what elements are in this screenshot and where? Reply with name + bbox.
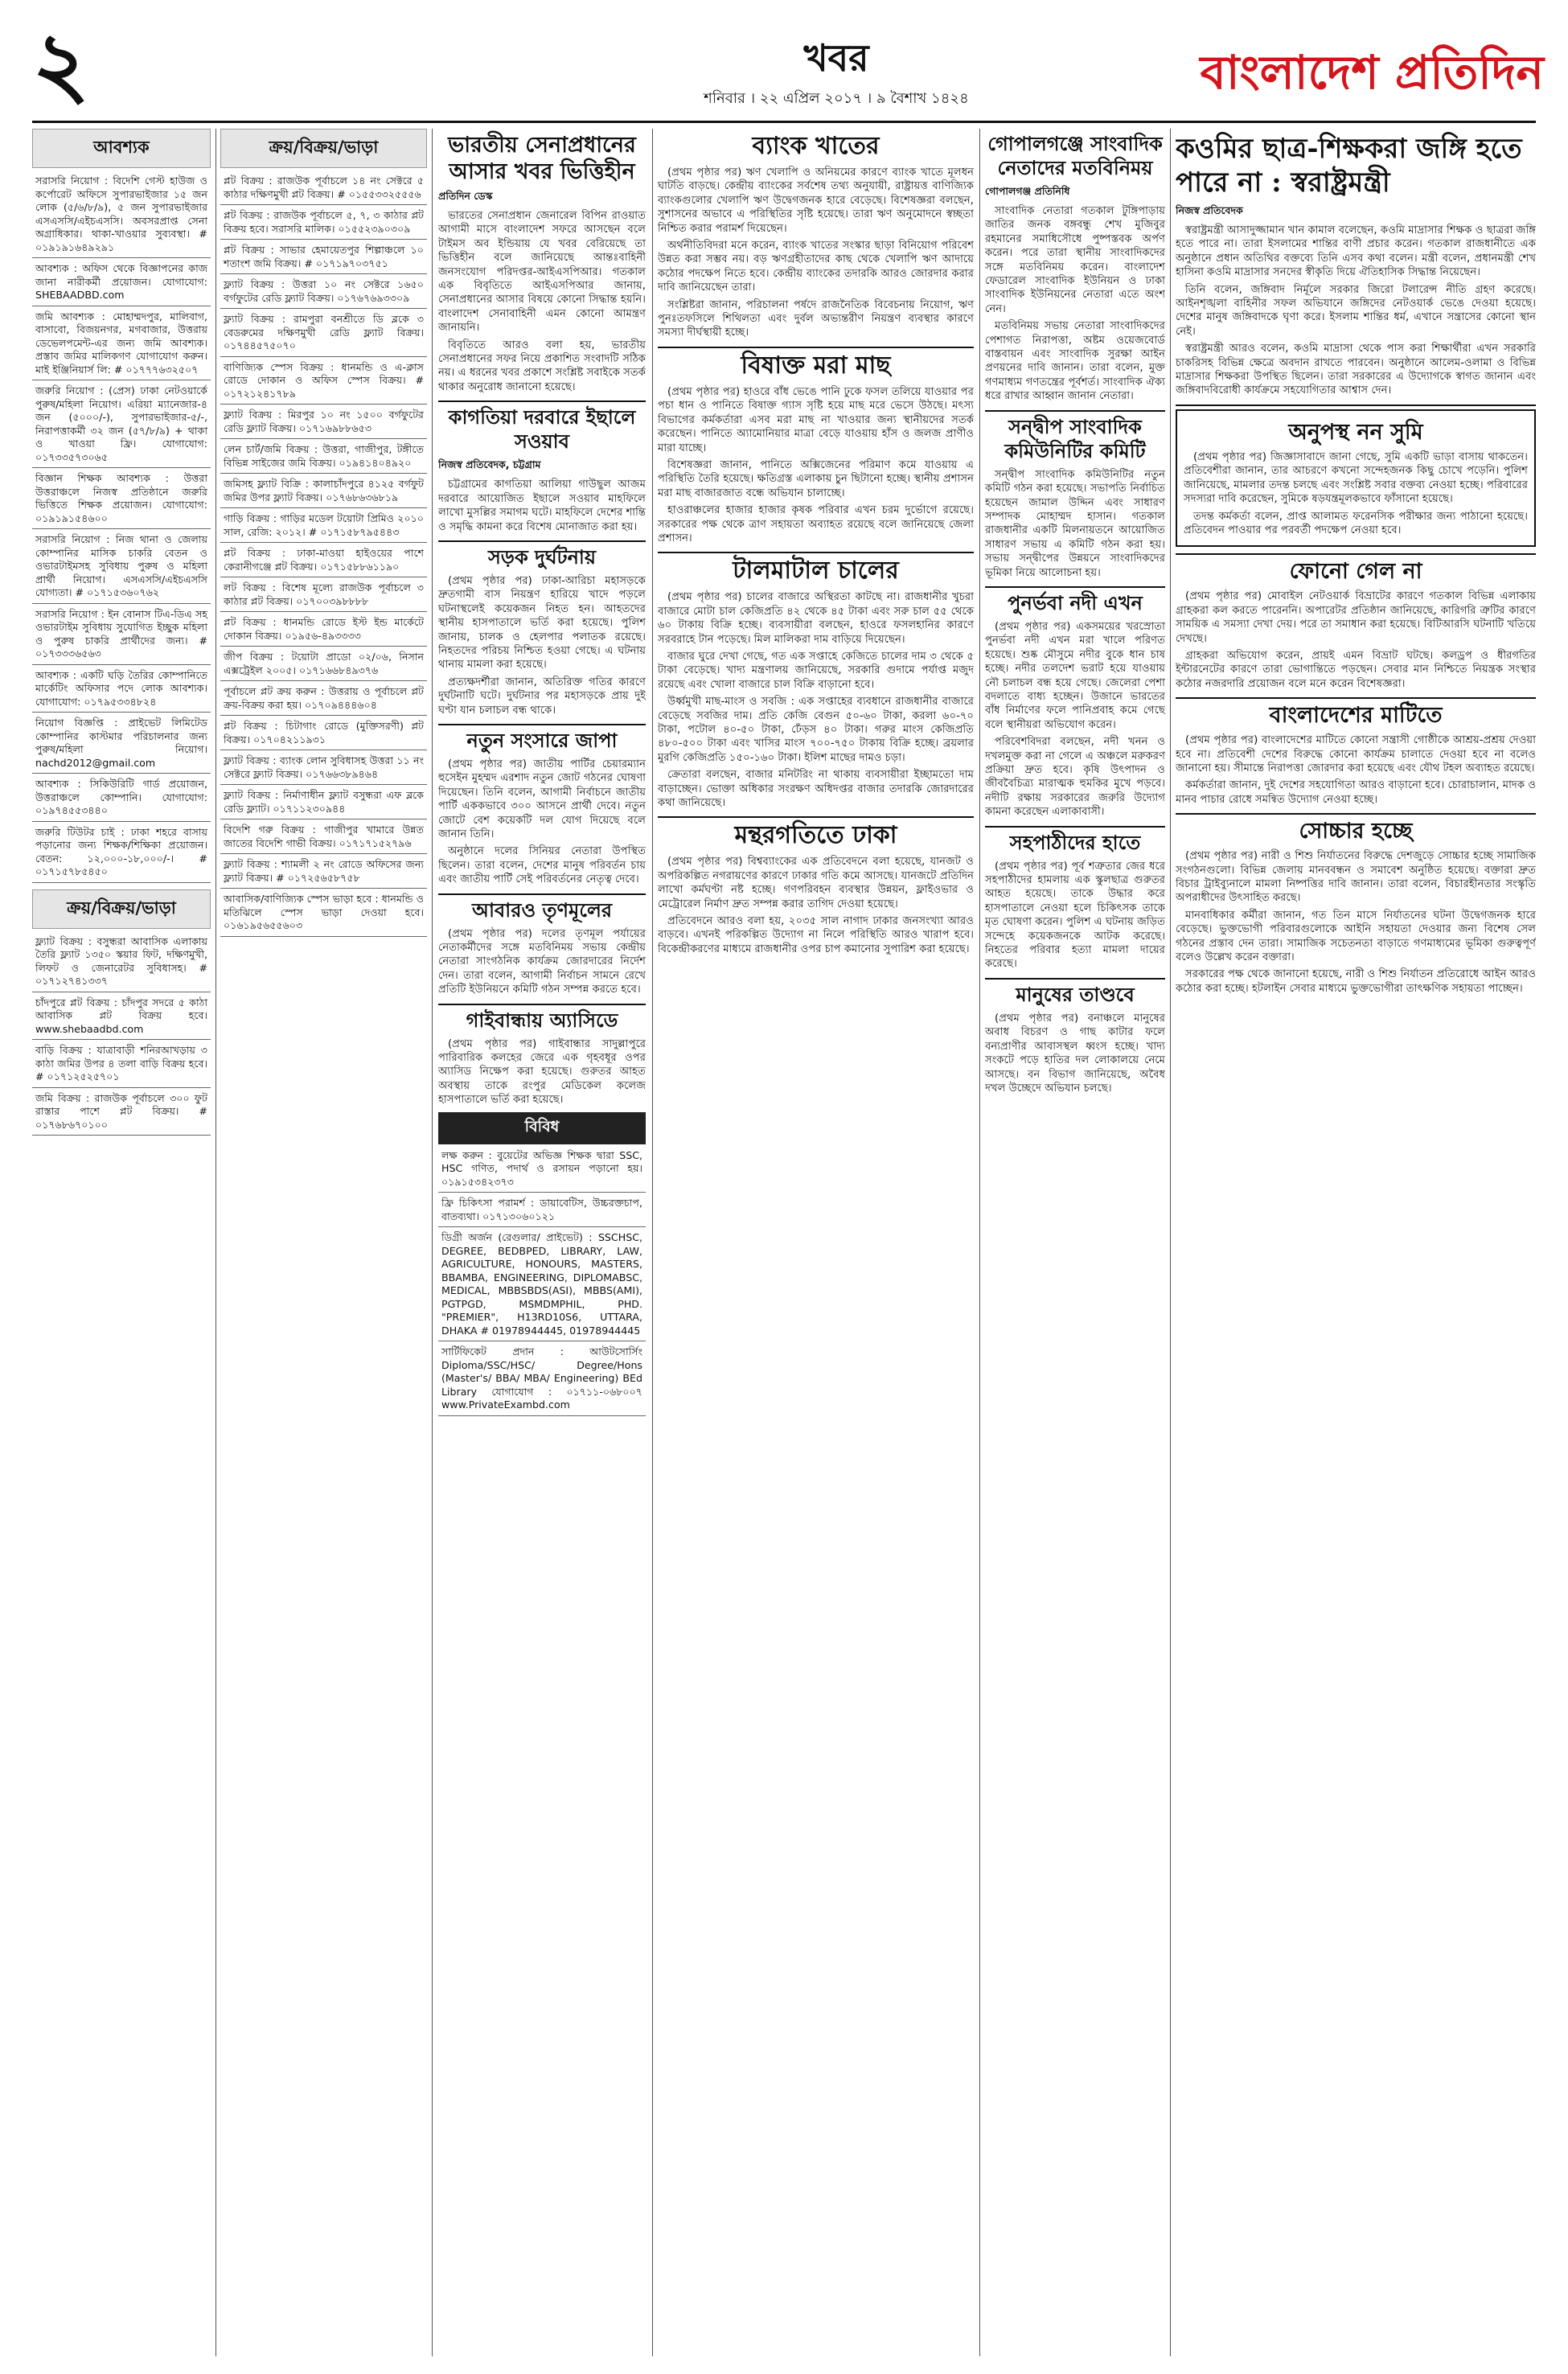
classified-ad: জমিসহ ফ্ল্যাট বিক্রি : কালাচাঁদপুরে ৪১২৫ বর্গফুট জমির উপর ফ্ল্যাট বিক্রয়। ০১৭৬৮৬৩৬৮১৯ xyxy=(220,476,427,508)
classified-ad: জমি আবশ্যক : মোহাম্মদপুর, মালিবাগ, বাসাবো, বিজয়নগর, মগবাজার, উত্তরায় ডেভেলপমেন্ট-এর জন্য জমি আবশ্যক। প্রস্তাব জমির মালিকগণ যোগাযোগ করুন। মাই ইঞ্জিনিয়ার্স লি: # ০১৭৭৭৬৩২৫০৭ xyxy=(32,309,211,381)
column-divider xyxy=(432,129,433,2356)
story-paragraph: (প্রথম পৃষ্ঠার পর) পূর্ব শত্রুতার জের ধরে সহপাঠীদের হামলায় এক স্কুলছাত্র গুরুতর আহত হয়েছে। তাকে উদ্ধার করে হাসপাতালে নেওয়া হলে চিকিৎসক তাকে মৃত ঘোষণা করেন। পুলিশ এ ঘটনায় জড়িত সন্দেহে কয়েকজনকে আটক করেছে। নিহতের পরিবার হত্যা মামলা দায়ের করেছে। xyxy=(985,860,1165,971)
story-paragraph: (প্রথম পৃষ্ঠার পর) বনাঞ্চলে মানুষের অবাধ বিচরণ ও গাছ কাটার ফলে বন্যপ্রাণীর আবাসস্থল ধ্বংস হচ্ছে। খাদ্য সংকটে পড়ে হাতির দল লোকালয়ে নেমে আসছে। বন বিভাগ জানিয়েছে, অবৈধ দখল উচ্ছেদে অভিযান চলছে। xyxy=(985,1012,1165,1095)
classified-ad: প্লট বিক্রয় : ধানমন্ডি রোডে ইস্ট ইন্ড মার্কেটে দোকান বিক্রয়। ০১৯৫৬-৪৯৩৩৩৩ xyxy=(220,614,427,647)
classified-ad: লট বিক্রয় : বিশেষ মূল্যে রাজউক পূর্বাচলে ৩ কাঠার প্লট বিক্রয়। ০১৭০০৩৯৮৮৮৮ xyxy=(220,580,427,612)
masthead-rule xyxy=(32,121,1536,123)
headline: সন্দ্বীপ সাংবাদিক কমিউনিটির কমিটি xyxy=(1004,414,1146,462)
classified-ad: ফ্ল্যাট বিক্রয় : শ্যামলী ২ নং রোডে অফিসের জন্য ফ্ল্যাট বিক্রয়। # ০১৭২৫৬৫৮৭৫৮ xyxy=(220,856,427,889)
headline: ফোনো গেল না xyxy=(1289,559,1422,585)
page-number: ২ xyxy=(32,12,90,116)
story-body xyxy=(658,855,974,956)
story-paragraph: অর্থনীতিবিদরা মনে করেন, ব্যাংক খাতের সংস্কার ছাড়া বিনিয়োগ পরিবেশ উন্নত করা সম্ভব নয়। বড় ঋণগ্রহীতাদের কাছ থেকে খেলাপি ঋণ আদায়ে কঠোর পদক্ষেপ নিতে হবে। কেন্দ্রীয় ব্যাংকের তদারকি আরও জোরদার করার দাবি জানিয়েছেন তারা। xyxy=(658,240,974,294)
classified-ad: প্লট বিক্রয় : রাজউক পূর্বাচলে ১৪ নং সেক্টরে ৫ কাঠার দক্ষিণমুখী প্লট বিক্রয়। # ০১৫৫৩৩২৫৫৫৬ xyxy=(220,173,427,205)
column-divider xyxy=(215,129,216,2356)
story-body xyxy=(658,166,974,340)
headline: নতুন সংসারে জাপা xyxy=(466,728,618,752)
classified-ad: আবশ্যক : সিকিউরিটি গার্ড প্রয়োজন, উত্তরাঞ্চলে কোম্পানি। যোগাযোগ: ০১৯৭৪৫৫৩৪৪০ xyxy=(32,776,211,822)
story-paragraph: (প্রথম পৃষ্ঠার পর) দলের তৃণমূল পর্যায়ের নেতাকর্মীদের সঙ্গে মতবিনিময় সভায় কেন্দ্রীয় নেতারা সাংগঠনিক কার্যক্রম জোরদারের নির্দেশ দেন। তারা বলেন, আগামী নির্বাচন সামনে রেখে প্রতিটি ইউনিয়নে কমিটি গঠন সম্পন্ন করতে হবে। xyxy=(438,927,646,996)
classified-ad: ফ্ল্যাট বিক্রয় : বসুন্ধরা আবাসিক এলাকায় তৈরি ফ্ল্যাট ১৩৫০ স্কয়ার ফিট, দক্ষিণমুখী, লিফট ও জেনারেটর সুবিধাসহ। # ০১৭১২৭৪১৩৩৭ xyxy=(32,934,211,992)
story-paragraph: প্রত্যক্ষদর্শীরা জানান, অতিরিক্ত গতির কারণে দুর্ঘটনাটি ঘটে। দুর্ঘটনার পর মহাসড়কে প্রায় দুই ঘণ্টা যান চলাচল বন্ধ থাকে। xyxy=(438,676,646,717)
classified-ad: জরুরি টিউটর চাই : ঢাকা শহরে বাসায় পড়ানোর জন্য শিক্ষক/শিক্ষিকা প্রয়োজন। বেতন: ১২,০০০-১৮,০০০/-। # ০১৭১৫৭৮৫৪৫০ xyxy=(32,824,211,883)
boxed-story xyxy=(1176,409,1536,547)
byline: নিজস্ব প্রতিবেদক, চট্টগ্রাম xyxy=(438,458,541,471)
headline: টালমাটাল চালের xyxy=(733,557,899,585)
story-body xyxy=(658,590,974,810)
story-paragraph: অনুষ্ঠানে দলের সিনিয়র নেতারা উপস্থিত ছিলেন। তারা বলেন, দেশের মানুষ পরিবর্তন চায় এবং জাতীয় পার্টি সেই পরিবর্তনের নেতৃত্ব দেবে। xyxy=(438,845,646,886)
story-paragraph: হাওরাঞ্চলের হাজার হাজার কৃষক পরিবার এখন চরম দুর্ভোগে রয়েছে। সরকারের পক্ষ থেকে ত্রাণ সহায়তা অব্যাহত রয়েছে বলে জানিয়েছে জেলা প্রশাসন। xyxy=(658,504,974,544)
story-paragraph: (প্রথম পৃষ্ঠার পর) গাইবান্ধার সাদুল্লাপুরে পারিবারিক কলহের জেরে এক গৃহবধূর ওপর অ্যাসিড নিক্ষেপ করা হয়েছে। গুরুতর আহত অবস্থায় তাকে রংপুর মেডিকেল কলেজ হাসপাতালে ভর্তি করা হয়েছে। xyxy=(438,1037,646,1107)
column-divider xyxy=(652,129,653,2356)
classified-ad: জীপ বিক্রয় : টয়োটা প্রাডো ০২/০৬, নিসান এক্সট্রেইল ২০০৫। ০১৭১৬৬৮৪৯৩৭৬ xyxy=(220,649,427,681)
headline: মন্থরগতিতে ঢাকা xyxy=(734,821,897,850)
story-paragraph: উর্ধ্বমুখী মাছ-মাংস ও সবজি : এক সপ্তাহের ব্যবধানে রাজধানীর বাজারে বেড়েছে সবজির দাম। প্রতি কেজি বেগুন ৫০-৬০ টাকা, করলা ৬০-৭০ টাকা, পটোল ৪০-৫০ টাকা, ঢেঁড়স ৪০ টাকা। গরুর মাংস কেজিপ্রতি ৪৮০-৫০০ টাকা এবং খাসির মাংস ৭০০-৭৫০ টাকায় বিক্রি হচ্ছে। ব্রয়লার মুরগি কেজিপ্রতি ১৫০-১৬০ টাকা। ইলিশ মাছের দামও চড়া। xyxy=(658,696,974,764)
classified-ad: ফ্ল্যাট বিক্রয় : রামপুরা বনশ্রীতে ডি ব্লকে ৩ বেডরুমের দক্ষিণমুখী রেডি ফ্ল্যাট বিক্রয়। ০১৭৪৪৫৭৫০৭০ xyxy=(220,311,427,357)
classified-ad: বাণিজ্যিক স্পেস বিক্রয় : ধানমন্ডি ও এ-ক্লাস রোডে দোকান ও অফিস স্পেস বিক্রয়। # ০১৭২১২৪১৭৮৯ xyxy=(220,359,427,405)
story-paragraph: (প্রথম পৃষ্ঠার পর) জাতীয় পার্টির চেয়ারম্যান হুসেইন মুহম্মদ এরশাদ নতুন জোট গঠনের ঘোষণা দিয়েছেন। তিনি বলেন, আগামী নির্বাচনে জাতীয় পার্টি এককভাবে ৩০০ আসনে প্রার্থী দেবে। নতুন জোটে বেশ কয়েকটি দল যোগ দিয়েছে বলে জানান তিনি। xyxy=(438,758,646,840)
story-body xyxy=(438,1037,646,1107)
lead-headline: কওমির ছাত্র-শিক্ষকরা জঙ্গি হতে পারে না : স্বরাষ্ট্রমন্ত্রী xyxy=(1176,133,1522,199)
headline: ভারতীয় সেনাপ্রধানের আসার খবর ভিত্তিহীন xyxy=(448,133,636,184)
story-paragraph: চট্টগ্রামের কাগতিয়া আলিয়া গাউছুল আজম দরবারে আয়োজিত ইছালে সওয়াব মাহফিলে লাখো মুসল্লির সমাগম ঘটে। মাহফিলে দেশের শান্তি ও সমৃদ্ধি কামনা করে বিশেষ মোনাজাত করা হয়। xyxy=(438,478,646,533)
story-paragraph: মতবিনিময় সভায় নেতারা সাংবাদিকদের পেশাগত নিরাপত্তা, অষ্টম ওয়েজবোর্ড বাস্তবায়ন এবং সাংবাদিক সুরক্ষা আইন প্রণয়নের দাবি জানান। তারা বলেন, মুক্ত গণমাধ্যম গণতন্ত্রের পূর্বশর্ত। সাংবাদিক ঐক্য ধরে রাখার আহ্বান জানান নেতারা। xyxy=(985,320,1165,403)
classified-ad: ফ্ল্যাট বিক্রয় : নির্মাণাধীন ফ্ল্যাট বসুন্ধরা এফ ব্লকে রেডি ফ্ল্যাট। ০১৭১১২৩০৯৪৪ xyxy=(220,787,427,819)
classified-ad: ফ্রি চিকিৎসা পরামর্শ : ডায়াবেটিস, উচ্চরক্তচাপ, বাতব্যথা। ০১৭১৩০৬০১২১ xyxy=(438,1195,646,1227)
classified-ad: ডিগ্রী অর্জন (রেগুলার/ প্রাইভেট) : SSCHSC, DEGREE, BEDBPED, LIBRARY, LAW, AGRICULTURE, HONOURS, MASTERS, BBAMBA, ENGINEERING, DIPLOMABSC, MEDICAL, MBBSBDS(ASI), MBBS(AMI), PGTPGD, MSMDMPHIL, PHD. "PREMIER", H13RD10S6, UTTARA, DHAKA # 01978944445, 01978944445 xyxy=(438,1230,646,1341)
classified-ad: লক্ষ করুন : বুয়েটের অভিজ্ঞ শিক্ষক দ্বারা SSC, HSC গণিত, পদার্থ ও রসায়ন পড়ানো হয়। ০১৯১৫৩৪২৩৭৩ xyxy=(438,1148,646,1193)
byline: গোপালগঞ্জ প্রতিনিধি xyxy=(985,185,1070,197)
column-divider xyxy=(1170,129,1171,2356)
classified-ad: জরুরি নিয়োগ : (প্রেস) ঢাকা নেটওয়ার্কে পুরুষ/মহিলা নিয়োগ। এরিয়া ম্যানেজার-৪ জন (৫০০০/-), সুপারভাইজার-৫/-, নিরাপত্তাকর্মী ৩২ জন (৫৭/৮/৯) + থাকা ও খাওয়া ফ্রি। যোগাযোগ: ০১৭৩৩৫৭৩০৬৫ xyxy=(32,383,211,468)
classified-ad: প্লট বিক্রয় : চিটাগাং রোডে (মুক্তিসরণী) প্লট বিক্রয়। ০১৭০৪২১১৯৩১ xyxy=(220,718,427,750)
story-paragraph: পরিবেশবিদরা বলছেন, নদী খনন ও দখলমুক্ত করা না গেলে এ অঞ্চলে মরুকরণ প্রক্রিয়া দ্রুত হবে। কৃষি উৎপাদন ও জীববৈচিত্র্য মারাত্মক হুমকির মুখে পড়বে। নদীটি রক্ষায় সরকারের জরুরি উদ্যোগ কামনা করেছেন এলাকাবাসী। xyxy=(985,736,1165,819)
story-body xyxy=(1176,849,1536,996)
story-paragraph: সাংবাদিক নেতারা গতকাল টুঙ্গিপাড়ায় জাতির জনক বঙ্গবন্ধু শেখ মুজিবুর রহমানের সমাধিসৌধে পুষ্পস্তবক অর্পণ করেন। পরে তারা স্থানীয় সাংবাদিকদের সঙ্গে মতবিনিময় করেন। বাংলাদেশ ফেডারেল সাংবাদিক ইউনিয়ন ও ঢাকা সাংবাদিক ইউনিয়নের নেতারা এতে অংশ নেন। xyxy=(985,205,1165,315)
headline: পুনর্ভবা নদী এখন xyxy=(1008,590,1143,614)
story-paragraph: প্রতিবেদনে আরও বলা হয়, ২০৩৫ সাল নাগাদ ঢাকার জনসংখ্যা আরও বাড়বে। এখনই পরিকল্পিত উদ্যোগ না নিলে পরিস্থিতি আরও খারাপ হবে। বিকেন্দ্রীকরণের মাধ্যমে রাজধানীর ওপর চাপ কমানোর সুপারিশ করা হয়েছে। xyxy=(658,915,974,955)
byline: নিজস্ব প্রতিবেদক xyxy=(1176,204,1243,216)
story-body xyxy=(985,468,1165,580)
classified-ad: বিদেশি গরু বিক্রয় : গাজীপুর খামারে উন্নত জাতের বিদেশি গাভী বিক্রয়। ০১৭১৭১৫২৭৯৬ xyxy=(220,822,427,854)
news-column-3 xyxy=(438,129,646,2356)
newspaper-logo: বাংলাদেশ প্রতিদিন xyxy=(1200,45,1544,100)
headline: ব্যাংক খাতের xyxy=(752,132,880,160)
story-paragraph: সন্দ্বীপ সাংবাদিক কমিউনিটির নতুন কমিটি গঠন করা হয়েছে। সভাপতি নির্বাচিত হয়েছেন জামাল উদ্দিন এবং সাধারণ সম্পাদক মোহাম্মদ হাসান। গতকাল রাজধানীর একটি মিলনায়তনে আয়োজিত সাধারণ সভায় এ কমিটি গঠন করা হয়। সভায় সন্দ্বীপের উন্নয়নে সাংবাদিকদের ভূমিকা নিয়ে আলোচনা হয়। xyxy=(985,468,1165,579)
headline: সোচ্চার হচ্ছে xyxy=(1299,819,1413,844)
headline: বাংলাদেশের মাটিতে xyxy=(1269,703,1443,729)
story-paragraph: (প্রথম পৃষ্ঠার পর) জিজ্ঞাসাবাদে জানা গেছে, সুমি একটি ভাড়া বাসায় থাকতেন। প্রতিবেশীরা জানান, তার আচরণে কখনো সন্দেহজনক কিছু চোখে পড়েনি। পুলিশ জানিয়েছে, মামলার তদন্ত চলছে এবং সংশ্লিষ্ট সবার বক্তব্য নেওয়া হচ্ছে। পরিবারের সদস্যরা দাবি করেছেন, সুমিকে ষড়যন্ত্রমূলকভাবে ফাঁসানো হয়েছে। xyxy=(1184,450,1528,506)
story-body xyxy=(658,385,974,545)
column-divider xyxy=(979,129,980,2356)
classified-ad: সরাসরি নিয়োগ : বিদেশি গেস্ট হাউজ ও কর্পোরেট অফিসে সুপারভাইজার ১৫ জন লোক (৫/৬/৮/৯), ৫ জন সুপারভাইজার এসএসসি/এইচএসসি। অবসরপ্রাপ্ত সেনা অগ্রাধিকার। থাকা-খাওয়ার সুব্যবস্থা। # ০১৯১৯১৬৪৯২৯১ xyxy=(32,173,211,258)
headline: গোপালগঞ্জে সাংবাদিক নেতাদের মতবিনিময় xyxy=(987,132,1163,179)
classified-ad: চাঁদপুরে প্লট বিক্রয় : চাঁদপুর সদরে ৫ কাঠা আবাসিক প্লট বিক্রয় হবে। www.shebaadbd.com xyxy=(32,995,211,1041)
story-body xyxy=(985,1012,1165,1095)
classified-ad: লেন চার্ট/জমি বিক্রয় : উত্তরা, গাজীপুর, টঙ্গীতে বিভিন্ন সাইজের জমি বিক্রয়। ০১৯৪১৪০৪৯২০ xyxy=(220,442,427,474)
story-paragraph: বিশেষজ্ঞরা জানান, পানিতে অক্সিজেনের পরিমাণ কমে যাওয়ায় এ পরিস্থিতি তৈরি হয়েছে। ক্ষতিগ্রস্ত এলাকায় চুন ছিটানো হচ্ছে। স্থানীয় প্রশাসন মরা মাছ বাজারজাত বন্ধে অভিযান চালাচ্ছে। xyxy=(658,458,974,499)
headline: আবারও তৃণমূলের xyxy=(471,897,613,922)
classified-ad: ফ্ল্যাট বিক্রয় : উত্তরা ১০ নং সেক্টরে ১৬৫০ বর্গফুটের রেডি ফ্ল্যাট বিক্রয়। ০১৭৬৭৬৯৩৩০৯ xyxy=(220,277,427,309)
classified-ad: আবশ্যক : অফিস থেকে বিজ্ঞাপনের কাজ জানা নারীকর্মী প্রয়োজন। যোগাযোগ: SHEBAADBD.com xyxy=(32,261,211,306)
story-body xyxy=(438,478,646,534)
headline: গাইবান্ধায় অ্যাসিডে xyxy=(466,1008,618,1032)
story-body xyxy=(1176,733,1536,807)
dateline: শনিবার । ২২ এপ্রিল ২০১৭ । ৯ বৈশাখ ১৪২৪ xyxy=(704,90,969,107)
byline: প্রতিদিন ডেস্ক xyxy=(438,190,493,202)
story-paragraph: কর্মকর্তারা জানান, দুই দেশের সহযোগিতা আরও বাড়ানো হবে। চোরাচালান, মাদক ও মানব পাচার রোধে সমন্বিত উদ্যোগ নেওয়া হচ্ছে। xyxy=(1176,779,1536,806)
news-column-6 xyxy=(1176,129,1536,2356)
news-column-4 xyxy=(658,129,974,2356)
classified-ad: আবাসিক/বাণিজ্যিক স্পেস ভাড়া হবে : ধানমন্ডি ও মতিঝিলে স্পেস ভাড়া দেওয়া হবে। ০১৬১৯৫৬৫৫৬০৩ xyxy=(220,891,427,937)
classified-ad: প্লট বিক্রয় : সাভার হেমায়েতপুর শিল্পাঞ্চলে ১০ শতাংশ জমি বিক্রয়। # ০১৭১৯৭০৩৭৫১ xyxy=(220,242,427,274)
story-paragraph: মানবাধিকার কর্মীরা জানান, গত তিন মাসে নির্যাতনের ঘটনা উদ্বেগজনক হারে বেড়েছে। ভুক্তভোগী পরিবারগুলোকে আইনি সহায়তা দেওয়ার জন্য বিশেষ সেল গঠনের প্রস্তাব দেন তারা। সামাজিক সচেতনতা বাড়াতে গণমাধ্যমের ভূমিকা গুরুত্বপূর্ণ বলেও উল্লেখ করেন বক্তারা। xyxy=(1176,909,1536,964)
classifieds-column-1 xyxy=(32,129,211,2356)
classified-ad: বিজ্ঞান শিক্ষক আবশ্যক : উত্তরা উত্তরাঞ্চলে নিজস্ব প্রতিষ্ঠানে জরুরি ভিত্তিতে শিক্ষক প্রয়োজন। যোগাযোগ: ০১৯১৯১৫৪৬০০ xyxy=(32,470,211,529)
news-column-5 xyxy=(985,129,1165,2356)
classified-section-title: ক্রয়/বিক্রয়/ভাড়া xyxy=(32,889,211,929)
story-body xyxy=(438,758,646,887)
story-paragraph: ক্রেতারা বলছেন, বাজার মনিটরিং না থাকায় ব্যবসায়ীরা ইচ্ছামতো দাম বাড়াচ্ছেন। ভোক্তা অধিকার সংরক্ষণ অধিদপ্তর বাজার তদারকি জোরদারের কথা জানিয়েছে। xyxy=(658,769,974,810)
classified-ad: প্লট বিক্রয় : রাজউক পূর্বাচলে ৫, ৭, ৩ কাঠার প্লট বিক্রয় হবে। সরাসরি মালিক। ০১৫৫২৩৯০৩০৯ xyxy=(220,207,427,240)
story-paragraph: ভারতের সেনাপ্রধান জেনারেল বিপিন রাওয়াত আগামী মাসে বাংলাদেশ সফরে আসছেন বলে টাইমস অব ইন্ডিয়ায় যে খবর বেরিয়েছে তা ভিত্তিহীন বলে জানিয়েছে আন্তঃবাহিনী জনসংযোগ পরিদপ্তর-আইএসপিআর। গতকাল এক বিবৃতিতে আইএসপিআর জানায়, সেনাপ্রধানের আসার বিষয়ে কোনো সিদ্ধান্ত হয়নি। বাংলাদেশ সেনাবাহিনী এমন কোনো আমন্ত্রণ জানায়নি। xyxy=(438,210,646,335)
classified-ad: বাড়ি বিক্রয় : যাত্রাবাড়ী শনিরআখড়ায় ৩ কাঠা জমির উপর ৪ তলা বাড়ি বিক্রয় হবে। # ০১৭১২৫২৫৭০১ xyxy=(32,1042,211,1088)
headline: বিষাক্ত মরা মাছ xyxy=(741,351,891,380)
story-paragraph: (প্রথম পৃষ্ঠার পর) বাংলাদেশের মাটিতে কোনো সন্ত্রাসী গোষ্ঠীকে আশ্রয়-প্রশ্রয় দেওয়া হবে না। প্রতিবেশী দেশের বিরুদ্ধে কোনো কার্যক্রম চালাতে দেওয়া হবে না বলেও জানানো হয়। সীমান্তে নিরাপত্তা জোরদার করা হয়েছে এবং যৌথ টহল অব্যাহত রয়েছে। xyxy=(1176,734,1536,774)
classified-ad: গাড়ি বিক্রয় : গাড়ির মডেল টয়োটা প্রিমিও ২০১০ সাল, রেজি: ২০১২। # ০১৭১৫৮৭৯৫৪৪৩ xyxy=(220,511,427,543)
headline: সড়ক দুর্ঘটনায় xyxy=(487,544,597,569)
story-body xyxy=(1184,450,1528,537)
headline: অনুপস্থ নন সুমি xyxy=(1288,419,1423,445)
masthead xyxy=(32,12,1544,119)
story-paragraph: স্বরাষ্ট্রমন্ত্রী আসাদুজ্জামান খান কামাল বলেছেন, কওমি মাদ্রাসার শিক্ষক ও ছাত্ররা জঙ্গি হতে পারে না। তারা ইসলামের শান্তির বাণী প্রচার করেন। গতকাল রাজধানীতে এক অনুষ্ঠানে প্রধান অতিথির বক্তব্যে তিনি এসব কথা বলেন। মন্ত্রী বলেন, প্রধানমন্ত্রী শেখ হাসিনা কওমি মাদ্রাসার সনদের স্বীকৃতি দিয়ে ঐতিহাসিক সিদ্ধান্ত নিয়েছেন। xyxy=(1176,224,1536,279)
classified-ad: ফ্ল্যাট বিক্রয় : মিরপুর ১০ নং ১৫০০ বর্গফুটের রেডি ফ্ল্যাট বিক্রয়। ০১৭১৬৯৮৮৬৫৩ xyxy=(220,407,427,439)
headline: সহপাঠীদের হাতে xyxy=(1009,830,1141,854)
story-paragraph: (প্রথম পৃষ্ঠার পর) নারী ও শিশু নির্যাতনের বিরুদ্ধে দেশজুড়ে সোচ্চার হচ্ছে সামাজিক সংগঠনগুলো। বিভিন্ন জেলায় মানববন্ধন ও সমাবেশ অনুষ্ঠিত হয়েছে। বক্তারা দ্রুত বিচার ট্রাইব্যুনালে মামলা নিষ্পত্তির দাবি জানান। তারা বলেন, বিচারহীনতার সংস্কৃতি অপরাধীদের উৎসাহিত করছে। xyxy=(1176,850,1536,905)
story-body xyxy=(1176,589,1536,691)
classified-ad: নিয়োগ বিজ্ঞপ্তি : প্রাইভেট লিমিটেড কোম্পানির কাস্টমার পরিচালনার জন্য পুরুষ/মহিলা নিয়োগ। nachd2012@gmail.com xyxy=(32,715,211,774)
story-paragraph: সংশ্লিষ্টরা জানান, পরিচালনা পর্ষদে রাজনৈতিক বিবেচনায় নিয়োগ, ঋণ পুনঃতফসিলে শিথিলতা এবং দুর্বল অভ্যন্তরীণ নিয়ন্ত্রণ ব্যবস্থার কারণে সমস্যা দীর্ঘস্থায়ী হচ্ছে। xyxy=(658,298,974,339)
story-paragraph: (প্রথম পৃষ্ঠার পর) ঢাকা-আরিচা মহাসড়কে দ্রুতগামী বাস নিয়ন্ত্রণ হারিয়ে খাদে পড়লে ঘটনাস্থলেই কয়েকজন নিহত হন। আহতদের স্থানীয় হাসপাতালে ভর্তি করা হয়েছে। পুলিশ জানায়, চালক ও হেলপার পলাতক রয়েছে। নিহতদের পরিচয় নিশ্চিত হওয়া গেছে। এ ঘটনায় থানায় মামলা করা হয়েছে। xyxy=(438,574,646,672)
headline: মানুষের তাণ্ডবে xyxy=(1016,982,1135,1006)
classified-ad: পূর্বাচলে প্লট ক্রয় করুন : উত্তরায় ও পূর্বাচলে প্লট ক্রয়-বিক্রয় করা হয়। ০১৭০৯৪৪৪৬০৪ xyxy=(220,684,427,716)
story-paragraph: সরকারের পক্ষ থেকে জানানো হয়েছে, নারী ও শিশু নির্যাতন প্রতিরোধে আইন আরও কঠোর করা হচ্ছে। হটলাইন সেবার মাধ্যমে ভুক্তভোগীরা তাৎক্ষণিক সহায়তা পাচ্ছেন। xyxy=(1176,968,1536,995)
classified-ad: সার্টিফিকেট প্রদান : আউটসোর্সিং Diploma/SSC/HSC/ Degree/Hons (Master's/ BBA/ MBA/ Engineering) BEd Library যোগাযোগ : ০১৭১১-০৬৮০০৭ www.PrivateExambd.com xyxy=(438,1344,646,1416)
story-paragraph: স্বরাষ্ট্রমন্ত্রী আরও বলেন, কওমি মাদ্রাসা থেকে পাস করা শিক্ষার্থীরা এখন সরকারি চাকরিসহ বিভিন্ন ক্ষেত্রে অবদান রাখতে পারবেন। অনুষ্ঠানে আলেম-ওলামা ও বিভিন্ন মাদ্রাসার শিক্ষকরা উপস্থিত ছিলেন। তারা সরকারের এ উদ্যোগকে স্বাগত জানান এবং জঙ্গিবাদবিরোধী কার্যক্রমে সহযোগিতার আশ্বাস দেন। xyxy=(1176,343,1536,397)
story-body xyxy=(985,204,1165,404)
story-body xyxy=(985,860,1165,971)
classified-section-title: ক্রয়/বিক্রয়/ভাড়া xyxy=(220,129,427,168)
story-body xyxy=(438,927,646,997)
story-body xyxy=(1176,224,1536,398)
story-paragraph: (প্রথম পৃষ্ঠার পর) ঋণ খেলাপি ও অনিয়মের কারণে ব্যাংক খাতে মূলধন ঘাটতি বাড়ছে। কেন্দ্রীয় ব্যাংকের সর্বশেষ তথ্য অনুযায়ী, রাষ্ট্রায়ত্ত বাণিজ্যিক ব্যাংকগুলোর খেলাপি ঋণ উদ্বেগজনক হারে বেড়েছে। বিশেষজ্ঞরা বলছেন, সুশাসনের অভাবে এ পরিস্থিতির সৃষ্টি হয়েছে। তারা ঋণ অনুমোদনে স্বচ্ছতা নিশ্চিত করার পরামর্শ দিয়েছেন। xyxy=(658,166,974,235)
story-paragraph: (প্রথম পৃষ্ঠার পর) হাওরে বাঁধ ভেঙে পানি ঢুকে ফসল তলিয়ে যাওয়ার পর পচা ধান ও পানিতে বিষাক্ত গ্যাস সৃষ্টি হয়ে মাছ মরে ভেসে উঠছে। মৎস্য বিভাগের কর্মকর্তারা এসব মরা মাছ না খাওয়ার জন্য স্থানীয়দের সতর্ক করেছেন। পানিতে অ্যামোনিয়ার মাত্রা বেড়ে যাওয়ায় হাঁস ও জলজ প্রাণীও মারা যাচ্ছে। xyxy=(658,385,974,454)
story-paragraph: গ্রাহকরা অভিযোগ করেন, প্রায়ই এমন বিভ্রাট ঘটছে। কলড্রপ ও ধীরগতির ইন্টারনেটের কারণে তারা ভোগান্তিতে পড়ছেন। সেবার মান নিশ্চিতে নিয়ন্ত্রক সংস্থার কঠোর নজরদারি প্রয়োজন বলে মনে করেন বিশেষজ্ঞরা। xyxy=(1176,649,1536,690)
story-body xyxy=(438,574,646,717)
story-paragraph: তিনি বলেন, জঙ্গিবাদ নির্মূলে সরকার জিরো টলারেন্স নীতি গ্রহণ করেছে। আইনশৃঙ্খলা বাহিনীর সফল অভিযানে জঙ্গিদের নেটওয়ার্ক ভেঙে দেওয়া হয়েছে। দেশের মানুষ জঙ্গিবাদকে ঘৃণা করে। ইসলাম শান্তির ধর্ম, এখানে সন্ত্রাসের কোনো স্থান নেই। xyxy=(1176,283,1536,338)
classified-ad: ফ্ল্যাট বিক্রয় : ব্যাংক লোন সুবিধাসহ উত্তরা ১১ নং সেক্টরে ফ্ল্যাট বিক্রয়। ০১৭৬৬৩৮৯৪৬৪ xyxy=(220,753,427,785)
misc-section-title: বিবিধ xyxy=(438,1112,646,1144)
section-title: খবর xyxy=(803,36,869,80)
classified-ad: জমি বিক্রয় : রাজউক পূর্বাচলে ৩০০ ফুট রাস্তার পাশে প্লট বিক্রয়। # ০১৭৬৮৬৭০১০০ xyxy=(32,1090,211,1136)
classifieds-column-2 xyxy=(220,129,427,2356)
story-paragraph: (প্রথম পৃষ্ঠার পর) মোবাইল নেটওয়ার্ক বিভ্রাটের কারণে গতকাল বিভিন্ন এলাকায় গ্রাহকরা কল করতে পারেননি। অপারেটর প্রতিষ্ঠান জানিয়েছে, কারিগরি ত্রুটির কারণে সাময়িক এ সমস্যা দেখা দেয়। পরে তা সমাধান করা হয়েছে। বিটিআরসি ঘটনাটি খতিয়ে দেখছে। xyxy=(1176,590,1536,645)
story-paragraph: তদন্ত কর্মকর্তা বলেন, প্রাপ্ত আলামত ফরেনসিক পরীক্ষার জন্য পাঠানো হয়েছে। প্রতিবেদন পাওয়ার পর পরবর্তী পদক্ষেপ নেওয়া হবে। xyxy=(1184,510,1528,536)
classified-ad: সরাসরি নিয়োগ : নিজ থানা ও জেলায় কোম্পানির মাসিক চাকরি বেতন ও ওভারটাইমসহ সুবিধায় পুরুষ ও মহিলা প্রার্থী নিয়োগ। এসএসসি/এইচএসসি যোগ্যতা। # ০১৭১৫৩৬০৭৬২ xyxy=(32,532,211,604)
classified-ad: আবশ্যক : একটি ঘড়ি তৈরির কোম্পানিতে মার্কেটিং অফিসার পদে লোক আবশ্যক। যোগাযোগ: ০১৭৯৫৩৩৪৮২৪ xyxy=(32,667,211,713)
classified-ad: প্লট বিক্রয় : ঢাকা-মাওয়া হাইওয়ের পাশে কেরানীগঞ্জে প্লট বিক্রয়। ০১৭১৫৮৮৬১১৯০ xyxy=(220,545,427,577)
story-body xyxy=(985,620,1165,819)
story-paragraph: বিবৃতিতে আরও বলা হয়, ভারতীয় সেনাপ্রধানের সফর নিয়ে প্রকাশিত সংবাদটি সঠিক নয়। এ ধরনের খবর প্রকাশে সংশ্লিষ্ট সবাইকে সতর্ক থাকার অনুরোধ জানানো হয়েছে। xyxy=(438,339,646,393)
story-paragraph: (প্রথম পৃষ্ঠার পর) চালের বাজারে অস্থিরতা কাটছে না। রাজধানীর খুচরা বাজারে মোটা চাল কেজিপ্রতি ৪২ থেকে ৪৫ টাকা এবং সরু চাল ৫৫ থেকে ৬০ টাকায় বিক্রি হচ্ছে। ব্যবসায়ীরা বলছেন, হাওরে ফসলহানির কারণে সরবরাহে টান পড়েছে। মিল মালিকরা দাম বাড়িয়ে দিয়েছেন। xyxy=(658,591,974,646)
classified-ad: সরাসরি নিয়োগ : ইন বোনাস টিএ-ডিএ সহ ওভারটাইম সুবিধায় সুযোগিত ইচ্ছুক মহিলা ও পুরুষ চাকরি প্রার্থীদের জন্য। # ০১৭৩৩৩৬৫৬৩ xyxy=(32,606,211,665)
story-body xyxy=(438,209,646,394)
story-paragraph: (প্রথম পৃষ্ঠার পর) একসময়ের খরস্রোতা পুনর্ভবা নদী এখন মরা খালে পরিণত হয়েছে। শুষ্ক মৌসুমে নদীর বুকে ধান চাষ হচ্ছে। নদীর তলদেশ ভরাট হয়ে যাওয়ায় নৌ চলাচল বন্ধ হয়ে গেছে। জেলেরা পেশা বদলাতে বাধ্য হচ্ছেন। উজানে ভারতের বাঁধ নির্মাণের ফলে পানিপ্রবাহ কমে গেছে বলে স্থানীয়রা অভিযোগ করেন। xyxy=(985,620,1165,731)
headline: কাগতিয়া দরবারে ইছালে সওয়াব xyxy=(448,405,636,454)
classified-section-title: আবশ্যক xyxy=(32,129,211,168)
story-paragraph: বাজার ঘুরে দেখা গেছে, গত এক সপ্তাহে কেজিতে চালের দাম ৩ থেকে ৫ টাকা বেড়েছে। খাদ্য মন্ত্রণালয় জানিয়েছে, সরকারি গুদামে পর্যাপ্ত মজুদ রয়েছে এবং খোলা বাজারে চাল বিক্রি বাড়ানো হবে। xyxy=(658,650,974,691)
story-paragraph: (প্রথম পৃষ্ঠার পর) বিশ্বব্যাংকের এক প্রতিবেদনে বলা হয়েছে, যানজট ও অপরিকল্পিত নগরায়ণের কারণে ঢাকার গতি কমে আসছে। যানজটে প্রতিদিন লাখো কর্মঘণ্টা নষ্ট হচ্ছে। গণপরিবহন ব্যবস্থার উন্নয়ন, ফ্লাইওভার ও মেট্রোরেল নির্মাণ দ্রুত সম্পন্ন করার তাগিদ দেওয়া হয়েছে। xyxy=(658,856,974,910)
